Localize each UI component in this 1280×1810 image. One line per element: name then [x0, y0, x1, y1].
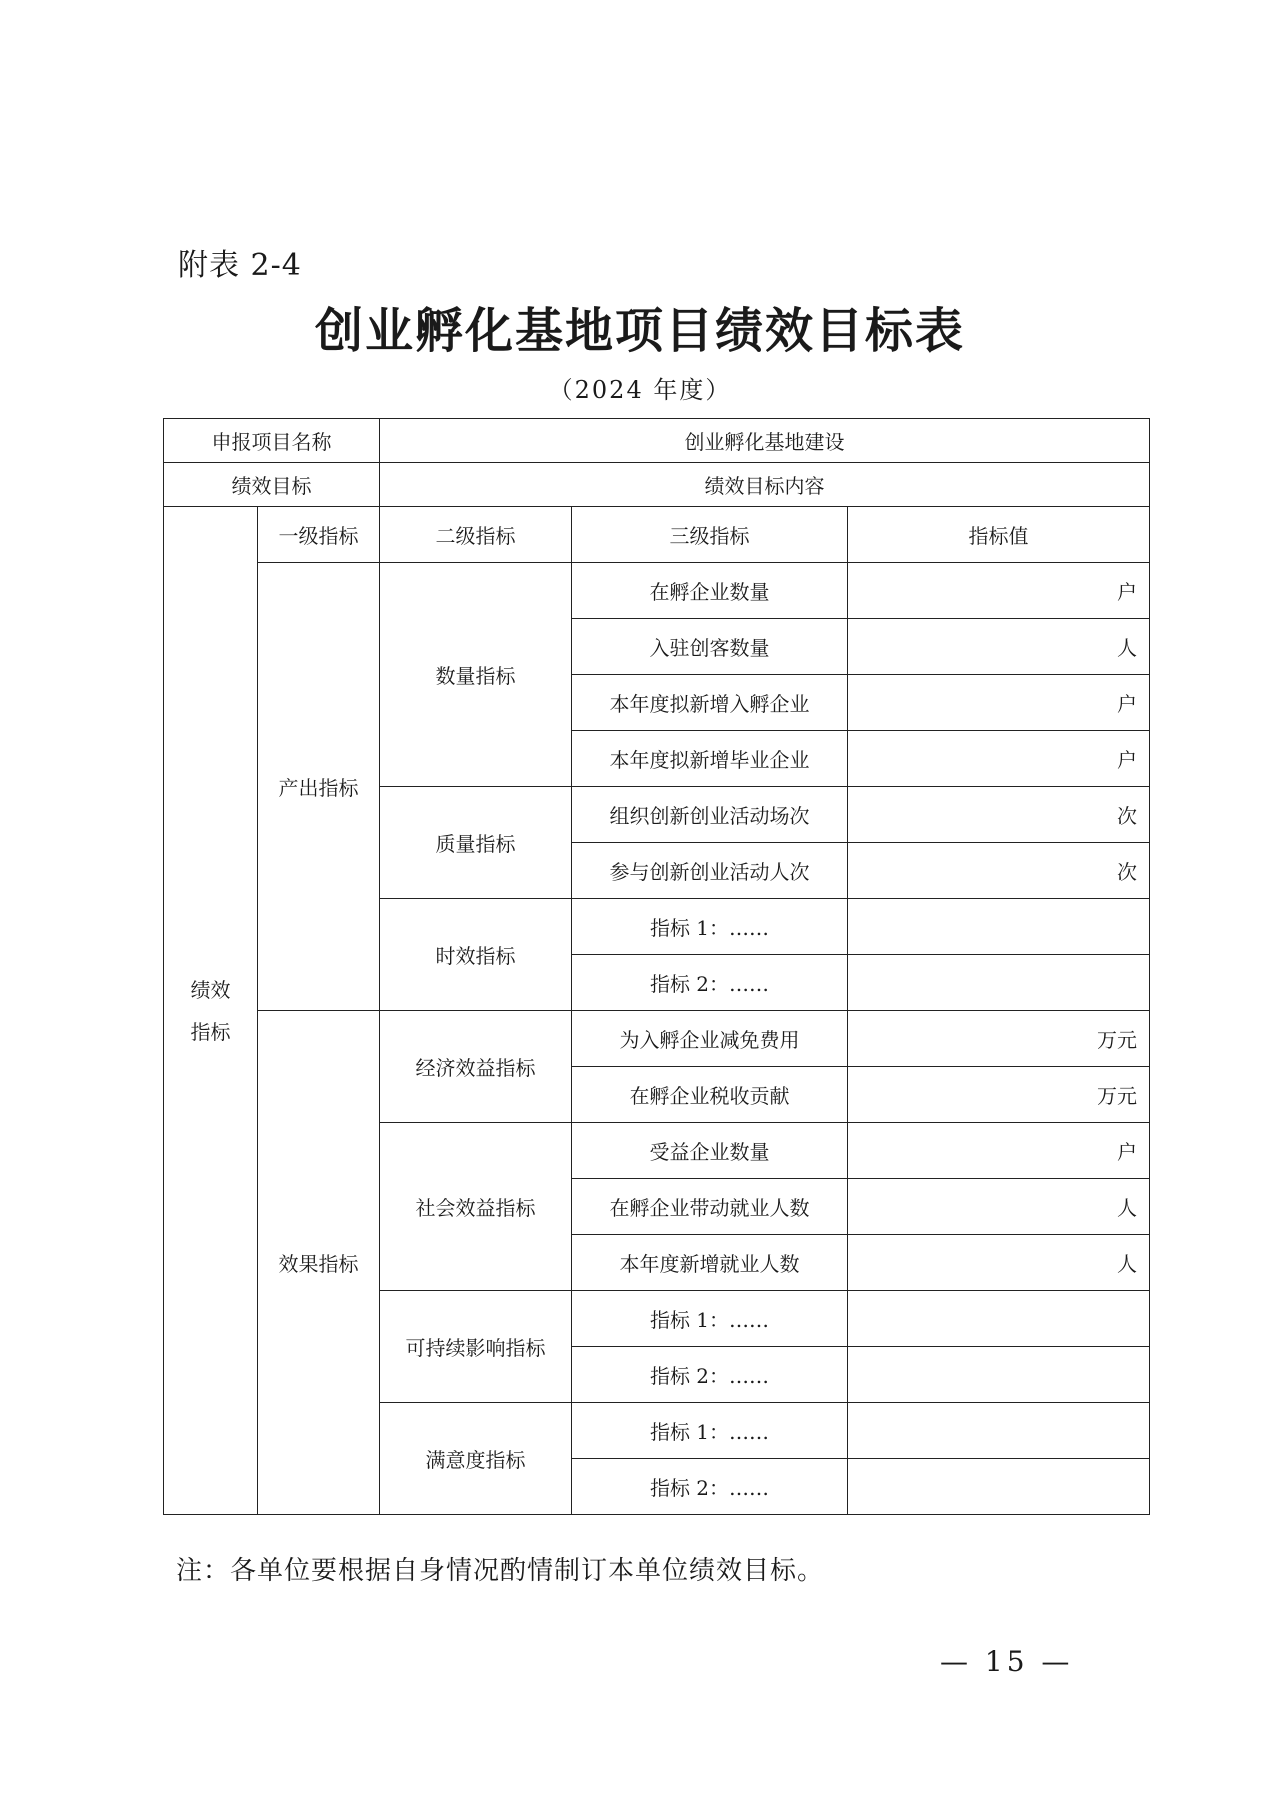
value-unit-cell [848, 1347, 1150, 1403]
level3-cell: 在孵企业数量 [572, 563, 848, 619]
indicator-group-label: 绩效 指标 [164, 507, 258, 1515]
table-row [164, 563, 1150, 619]
level3-cell: 参与创新创业活动人次 [572, 843, 848, 899]
level3-cell: 在孵企业税收贡献 [572, 1067, 848, 1123]
value-unit-cell: 人 [848, 619, 1150, 675]
table-row [164, 1011, 1150, 1067]
performance-target-table [163, 418, 1150, 1515]
value-unit-cell [848, 1403, 1150, 1459]
level3-cell: 本年度拟新增入孵企业 [572, 675, 848, 731]
level3-cell: 指标 1：…… [572, 1403, 848, 1459]
value-unit-cell: 户 [848, 1123, 1150, 1179]
column-header: 指标值 [848, 507, 1150, 563]
level1-cell: 产出指标 [258, 563, 380, 1011]
value-unit-cell: 人 [848, 1179, 1150, 1235]
value-unit-cell: 万元 [848, 1011, 1150, 1067]
level2-cell: 可持续影响指标 [380, 1291, 572, 1403]
value-unit-cell: 次 [848, 843, 1150, 899]
value-unit-cell [848, 955, 1150, 1011]
level2-cell: 数量指标 [380, 563, 572, 787]
column-header: 二级指标 [380, 507, 572, 563]
level2-cell: 满意度指标 [380, 1403, 572, 1515]
project-name-value: 创业孵化基地建设 [380, 419, 1150, 463]
level2-cell: 时效指标 [380, 899, 572, 1011]
level1-cell: 效果指标 [258, 1011, 380, 1515]
value-unit-cell [848, 1459, 1150, 1515]
level3-cell: 指标 2：…… [572, 955, 848, 1011]
value-unit-cell: 万元 [848, 1067, 1150, 1123]
value-unit-cell: 户 [848, 675, 1150, 731]
level2-cell: 社会效益指标 [380, 1123, 572, 1291]
level2-cell: 经济效益指标 [380, 1011, 572, 1123]
project-name-label: 申报项目名称 [164, 419, 380, 463]
goal-value: 绩效目标内容 [380, 463, 1150, 507]
page-title: 创业孵化基地项目绩效目标表 [314, 303, 965, 359]
level3-cell: 指标 2：…… [572, 1347, 848, 1403]
column-header-row [164, 507, 1150, 563]
level2-cell: 质量指标 [380, 787, 572, 899]
value-unit-cell: 户 [848, 563, 1150, 619]
level3-cell: 受益企业数量 [572, 1123, 848, 1179]
level3-cell: 指标 1：…… [572, 899, 848, 955]
level3-cell: 本年度拟新增毕业企业 [572, 731, 848, 787]
value-unit-cell [848, 899, 1150, 955]
project-name-row [164, 419, 1150, 463]
level3-cell: 本年度新增就业人数 [572, 1235, 848, 1291]
level3-cell: 指标 1：…… [572, 1291, 848, 1347]
value-unit-cell [848, 1291, 1150, 1347]
value-unit-cell: 人 [848, 1235, 1150, 1291]
page-number: — 15 — [940, 1645, 1074, 1678]
column-header: 一级指标 [258, 507, 380, 563]
column-header: 三级指标 [572, 507, 848, 563]
value-unit-cell: 次 [848, 787, 1150, 843]
value-unit-cell: 户 [848, 731, 1150, 787]
level3-cell: 在孵企业带动就业人数 [572, 1179, 848, 1235]
footnote: 注：各单位要根据自身情况酌情制订本单位绩效目标。 [176, 1556, 825, 1586]
level3-cell: 为入孵企业减免费用 [572, 1011, 848, 1067]
goal-label: 绩效目标 [164, 463, 380, 507]
level3-cell: 指标 2：…… [572, 1459, 848, 1515]
level3-cell: 组织创新创业活动场次 [572, 787, 848, 843]
appendix-label: 附表 2-4 [178, 248, 302, 283]
goal-row [164, 463, 1150, 507]
report-year: （2024 年度） [548, 376, 732, 404]
level3-cell: 入驻创客数量 [572, 619, 848, 675]
